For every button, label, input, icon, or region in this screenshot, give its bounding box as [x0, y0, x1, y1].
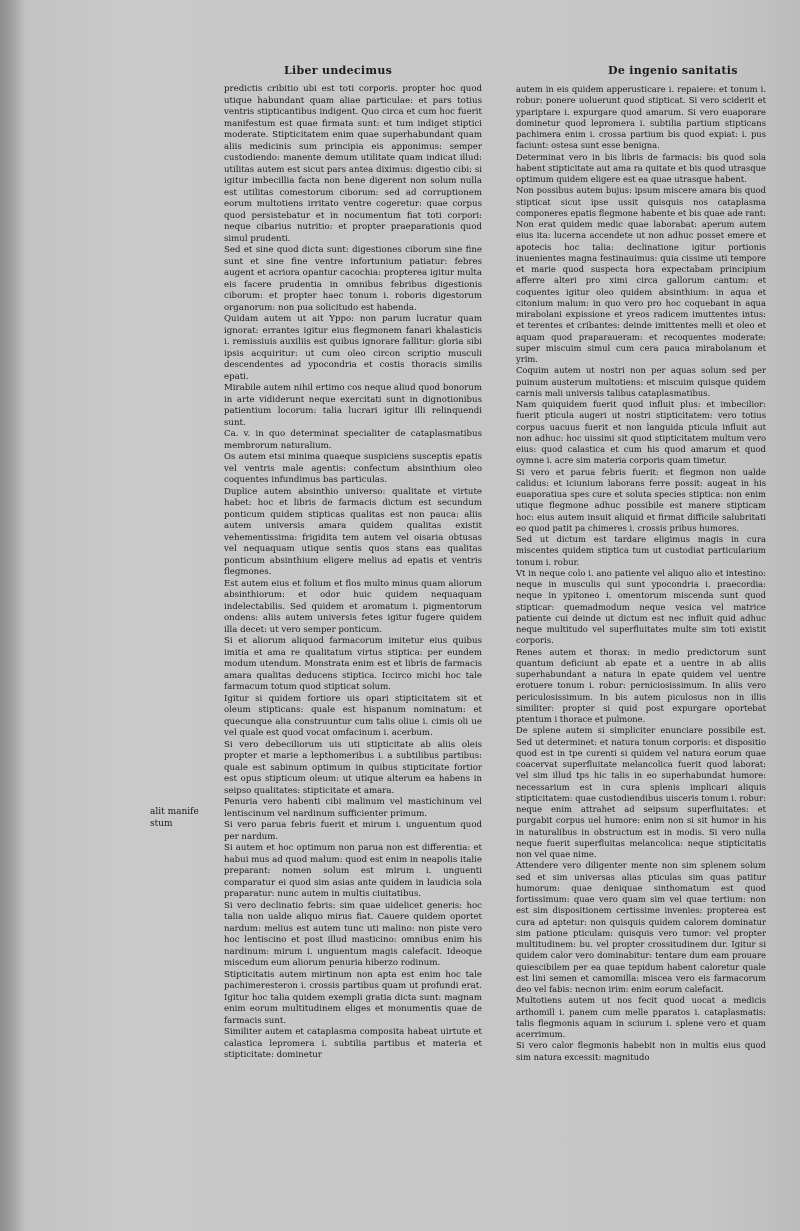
running-head-left: Liber undecimus: [284, 64, 393, 77]
paragraph: Si vero calor flegmonis habebit non in multis eius quod sim natura excessit: magnitudo: [516, 1040, 766, 1062]
text-column-right: [516, 84, 766, 1063]
paragraph: Stipticitatis autem mirtinum non apta est enim hoc tale pachimeresteron i. crossis partibus quam ut profundi erat. Igitur hoc talia quidem exempli gratia dicta sunt: magnam enim eorum multitudinem eliges et monumentis quae de farmacis sunt.: [224, 969, 482, 1026]
paragraph: Si autem et hoc optimum non parua non est differentia: et habui mus ad quod malum: quod est enim in neapolis italie preparant: nomen solum est mirum i. unguenti comparatur ei quod sim asias ante quidem in laudicia sola praparatur: nunc autem in multis ciuitatibus.: [224, 843, 482, 899]
paragraph: Os autem etsi minima quaeque suspiciens susceptis epatis vel ventris male agentis: confectum absinthium oleo coquentes infundimus bas particulas.: [224, 452, 482, 485]
paragraph: Si vero parua febris fuerit et mirum i. unguentum quod per nardum.: [224, 820, 482, 842]
paragraph: Si vero declinatio febris: sim quae uidelicet generis: hoc talia non ualde aliquo mirus fiat. Cauere quidem oportet nardum: melius est autem tunc uti malino: non piste vero hoc lentiscino et post illud masticino: omnibus enim his nardinum: mirum i. unguentum magis calefacit. Ideoque miscedum eum aliorum penuria hiberzo rodinum.: [224, 900, 482, 968]
paragraph: Si vero debeciliorum uis uti stipticitate ab aliis oleis propter et marie a lepthomeribus i. a subtilibus partibus: quale est sabinum optimum in quibus stipticitate fortior est opus stipticum oleum: ut utique alterum ea habens in seipso qualitates: stipticitate et amara.: [224, 739, 482, 796]
paragraph: Mirabile autem nihil ertimo cos neque aliud quod bonorum in arte vididerunt neque exercitati sunt in dignotionibus patientium locorum: talia lucrari igitur illi relinquendi sunt.: [224, 383, 482, 428]
paragraph: De splene autem si simpliciter enunciare possibile est. Sed ut determinet: et natura tonum corporis: et dispositio quod est in tpe curenti si quidem vel natura eorum quae coacervat superfluitate melancolica fuerit quod laborat: vel sim illud tps hic talis in eo superhabundat humore: necessarium est in cura splenis implicari aliquis stipticitatem: quae custodiendibus uisceris tonum i. robur: neque enim attrahet ad seipsum superfluitates: et purgabit corpus uel humore: enim non si sit humor in his in naturalibus in obstructum est in modis. Si vero nulla neque fuerit superfluitas melancolica: neque stipticitatis non vel quae nime.: [516, 725, 766, 859]
paragraph: predictis cribitio ubi est toti corporis. propter hoc quod utique habundant quam aliae particulae: et pars totius ventris stipticantibus indigent. Quo circa et cum hoc fuerit manifestum est quae firmata sunt: et tum indiget stiptici moderate. Stipticitatem enim quae superhabundant quam aliis medicinis sum principia eis apponimus: semper custodiendo: manente demum utilitate quam indicat illud: utilitas autem est sicut pars antea diximus: digestio cibi: si igitur imbecillia facta non bene digerent non solum nulla est utilitas comestorum ciborum: sed ad corruptionem eorum multotiens irritato ventre cogeretur: quae corpus quod persistebatur et in nocumentum fiat toti corpori: neque cibarius nutritio: et propter praeparationis quod simul prudenti.: [224, 84, 482, 244]
binding-shadow: [0, 0, 24, 1231]
paragraph: Sed ut dictum est tardare eligimus magis in cura miscentes quidem stiptica tum ut custodiat particularium tonum i. robur.: [516, 534, 766, 567]
paragraph: Igitur si quidem fortiore uis opari stipticitatem sit et oleum stipticans: quale est hispanum nominatum: et quecunque alia construuntur cum talis oliue i. cimis oli ue vel quale est quod vocat omfacinum i. acerbum.: [224, 693, 482, 738]
paragraph: autem in eis quidem apperusticare i. repaiere: et tonum i. robur: ponere uoluerunt quod stipticat. Si vero sciderit et ypariptare i. expurgare quod amarum. Si vero euaporare dominetur quod lepromera i. subtilia partium stipticans pachimera enim i. crossa partium bis quod expiat: i. pus faciunt: ostesa sunt esse benigna.: [516, 84, 766, 151]
paragraph: Coquim autem ut nostri non per aquas solum sed per puinum austerum multotiens: et miscuim quisque quidem carnis mali universis talibus cataplasmatibus.: [516, 365, 766, 398]
paragraph: Ca. v. in quo determinat specialiter de cataplasmatibus membrorum naturalium.: [224, 429, 482, 451]
paragraph: Vt in neque colo i. ano patiente vel aliquo alio et intestino: neque in musculis qui sunt ypocondria i. praecordia: neque in ypitoneo i. omentorum miscenda sunt quod stipticar: quemadmodum neque vesica vel matrice patiente cui deinde ut dictum est nec influit quid adhuc neque multitudo vel superfluitates multe sim toti existit corporis.: [516, 567, 766, 646]
text-column-left: [224, 84, 482, 1062]
paragraph: Si vero et parua febris fuerit: et flegmon non ualde calidus: et iciunium laborans ferre possit: augeat in his euaporatiua spes cure et soluta species stiptica: non enim utique flegmone adhuc possibile est manere stipticam hoc: eius autem insuit aliquid et firmat difficile salubritati eo quod patit pa chimeres i. crossis pribus humores.: [516, 466, 766, 533]
paragraph: Attendere vero diligenter mente non sim splenem solum sed et sim universas alias pticulas sim quas patitur humorum: quae deniquae sinthomatum est quod fortissimum: quae vero quam sim vel quae tertium: non est sim dispositionem certissime invenies: propterea est cura ad aptetur: non quisquis quidem calorem dominatur sim patione pticulam: quisquis vero tumor: vel propter multitudinem: bu. vel propter crossitudinem dur. Igitur si quidem calor vero dominabitur: tentare dum eam prouare quiescibilem per ea quae tepidum habent caloretur quale est lini semen et camomilla: miscea vero eis farmacorum deo vel fabis: necnon irim: enim eorum calefacit.: [516, 860, 766, 994]
paragraph: Multotiens autem ut nos fecit quod uocat a medicis arthomill i. panem cum melle pparatos i. cataplasmatis: talis flegmonis aquam in sciurum i. splene vero et quam acerrimum.: [516, 995, 766, 1039]
paragraph: Si et aliorum aliquod farmacorum imitetur eius quibus imitia et ama re qualitatum virtus stiptica: per eundem modum utendum. Monstrata enim est et libris de farmacis amara qualitas deducens stiptica. Iccirco michi hoc tale farmacum totum quod stipticat solum.: [224, 636, 482, 692]
paragraph: Renes autem et thorax: in medio predictorum sunt quantum deficiunt ab epate et a uentre in ab aliis superhabundant a natura in epate quidem vel uentre erotuere tonum i. robur: perniciosissimum. In aliis vero periculosissimum. In bis autem piculosus non in illis similiter: propter si quid post expurgare oportebat ptentum i thorace et pulmone.: [516, 646, 766, 724]
paragraph: Quidam autem ut ait Yppo: non parum lucratur quam ignorat: errantes igitur eius flegmonem fanari khalasticis i. remissiuis auxiliis est quibus ignorare fallitur: gloria sibi ipsis acquiritur: ut cum oleo circon scriptio musculi descendentes ad ypocondria et costis thoracis similis epati.: [224, 314, 482, 382]
paragraph: Penuria vero habenti cibi malinum vel mastichinum vel lentiscinum vel nardinum sufficienter primum.: [224, 797, 482, 819]
marginal-note: alit manife stum: [150, 807, 199, 829]
paragraph: Nam quiquidem fuerit quod influit plus: et imbecilior: fuerit pticula augeri ut nostri stipticitatem: vero totius corpus uacuus fuerit et non languida pticula influit aut non adhuc: hoc uissimi sit quod stipticitatem multum vero eius: quod calastica et cum his quod amarum et quod oymne i. acre sim materia corporis quam timetur.: [516, 399, 766, 466]
paragraph: Determinat vero in bis libris de farmacis: bis quod sola habent stipticitate aut ama ra quitate et bis quod utrasque optimum quidem eligere est ea quae utrasque habent.: [516, 151, 766, 184]
paragraph: Non possibus autem bujus: ipsum miscere amara bis quod stipticat sicut ipse ussit quisquis nos cataplasma componeres epatis flegmone habente et bis quae ade rant: Non erat quidem medic quae laborabat: aperum autem eius ita: lucerna accendete ut non adhuc posset emere et apotecis hoc talia: declinatione igitur portionis inuenientes magna festinauimus: quia cissime uti tempore et marie quod suspecta hora expectabam principium afferre alteri pro ximi circa gallorum cantum: et coquentes igitur oleo quidem absinthium: in aqua et citonium malum: in quo vero pro hoc coquebant in aqua mirabolani expissione et yreos radicem imuttentes intus: et terentes et cribantes: deinde imittentes melli et oleo et aquam quod praparaueram: et recoquentes moderate: super miscuim simul cum cera pauca mirabolanum et yrim.: [516, 185, 766, 364]
paragraph: Duplice autem absinthio universo: qualitate et virtute habet: hoc et libris de farmacis dictum est secundum ponticum quidem stipticas qualitas est non pauca: aliis autem universis amara quidem qualitas existit vehementissima: frigidita tem autem vel oisaria obtusas vel nequaquam utique sentis quos stans eas qualitas ponticum absinthium eligere melius ad epatis et ventris flegmones.: [224, 486, 482, 577]
running-head-right: De ingenio sanitatis: [608, 64, 738, 77]
paragraph: Est autem eius et folium et flos multo minus quam aliorum absinthiorum: et odor huic quidem nequaquam indelectabilis. Sed quidem et aromatum i. pigmentorum ondens: aliis autem universis fetes igitur fugere quidem illa decet: ut vero semper ponticum.: [224, 578, 482, 635]
paragraph: Sed et sine quod dicta sunt: digestiones ciborum sine fine sunt et sine fine ventre infortunium patiatur: febres augent et acriora opantur cacochia: propterea igitur multa eis facere prudentia in omnibus febribus digestionis ciborum: et propter haec tonum i. roboris digestorum organorum: non pua solicitudo est habenda.: [224, 245, 482, 313]
paragraph: Similiter autem et cataplasma composita habeat uirtute et calastica lepromera i. subtilia partibus et materia et stipticitate: dominetur: [224, 1027, 482, 1060]
